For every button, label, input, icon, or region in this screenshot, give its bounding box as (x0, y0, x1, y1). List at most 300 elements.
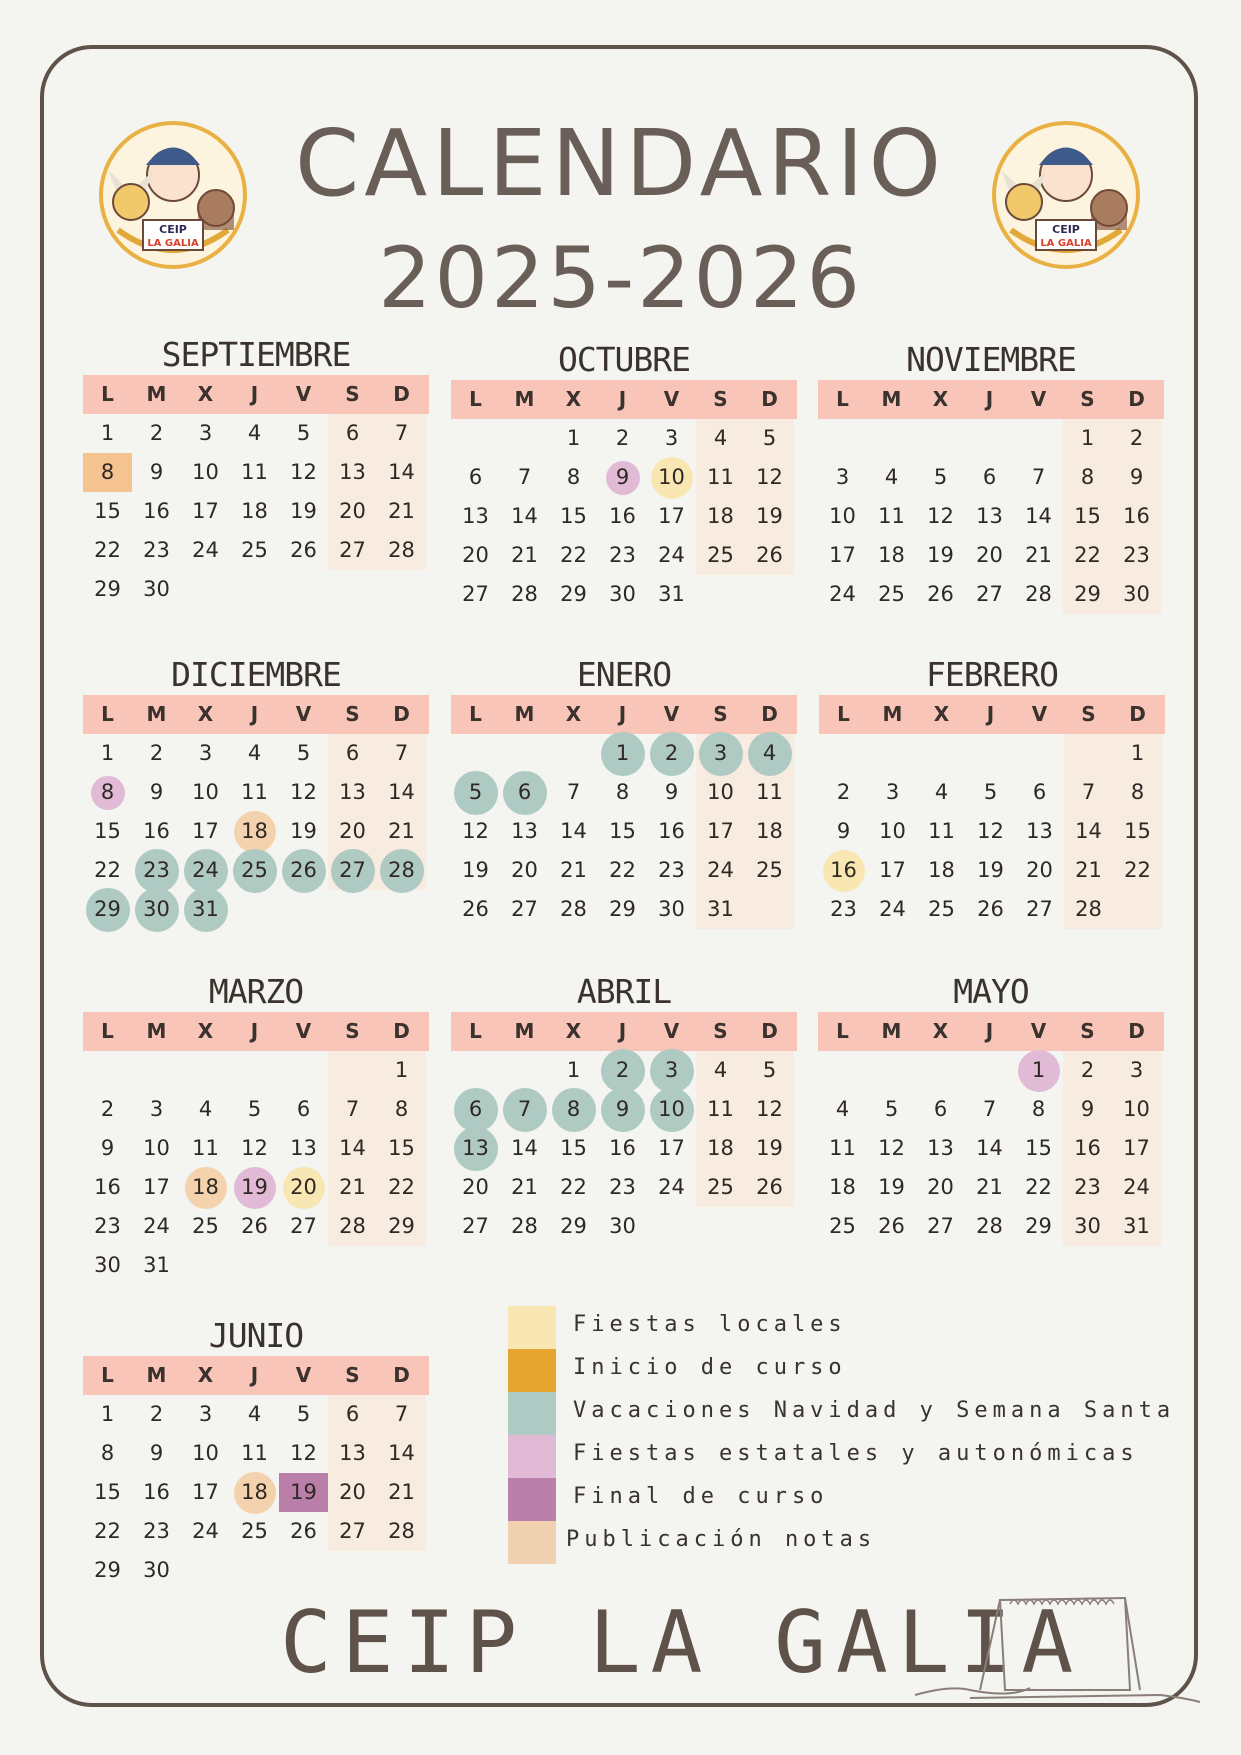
day-cell: 6 (345, 741, 360, 765)
weekday-label: V (663, 1019, 680, 1043)
day-cell: 14 (1025, 504, 1052, 528)
weekday-label: V (663, 702, 680, 726)
day-cell: 18 (192, 1175, 219, 1199)
day-cell: 21 (511, 1175, 538, 1199)
day-cell: 9 (100, 1136, 115, 1160)
day-cell: 25 (829, 1214, 856, 1238)
day-cell: 4 (884, 465, 899, 489)
day-cell: 18 (928, 858, 955, 882)
day-cell: 4 (247, 741, 262, 765)
weekday-label: D (393, 1019, 410, 1043)
day-cell: 14 (511, 1136, 538, 1160)
day-cell: 11 (928, 819, 955, 843)
weekday-label: M (882, 702, 903, 726)
day-cell: 18 (829, 1175, 856, 1199)
day-cell: 10 (192, 460, 219, 484)
weekday-label: J (250, 1019, 259, 1043)
day-cell: 1 (1031, 1058, 1046, 1082)
day-cell: 28 (511, 582, 538, 606)
day-cell: 28 (1025, 582, 1052, 606)
legend-swatch-publicacion-notas (508, 1521, 556, 1564)
legend-swatch-fiestas-estatales (508, 1435, 556, 1478)
day-cell: 8 (615, 780, 630, 804)
day-cell: 30 (143, 897, 170, 921)
day-cell: 3 (664, 426, 679, 450)
weekday-label: J (250, 1363, 259, 1387)
day-cell: 19 (756, 504, 783, 528)
month-name: JUNIO (208, 1316, 304, 1355)
day-cell: 12 (290, 460, 317, 484)
day-cell: 10 (192, 780, 219, 804)
day-cell: 10 (658, 465, 685, 489)
day-cell: 3 (198, 1402, 213, 1426)
day-cell: 8 (100, 1441, 115, 1465)
day-cell: 8 (100, 780, 115, 804)
day-cell: 6 (517, 780, 532, 804)
day-cell: 21 (560, 858, 587, 882)
day-cell: 8 (100, 460, 115, 484)
weekday-label: D (761, 387, 778, 411)
day-cell: 3 (835, 465, 850, 489)
day-cell: 3 (198, 741, 213, 765)
day-cell: 19 (290, 819, 317, 843)
day-cell: 23 (143, 858, 170, 882)
day-cell: 19 (290, 1480, 317, 1504)
day-cell: 27 (339, 1519, 366, 1543)
day-cell: 11 (756, 780, 783, 804)
weekday-label: M (146, 702, 167, 726)
day-cell: 28 (388, 538, 415, 562)
weekday-label: X (565, 387, 582, 411)
day-cell: 16 (143, 819, 170, 843)
day-cell: 14 (1075, 819, 1102, 843)
day-cell: 9 (149, 1441, 164, 1465)
weekday-label: M (146, 1019, 167, 1043)
day-cell: 8 (1080, 465, 1095, 489)
day-cell: 13 (1026, 819, 1053, 843)
day-cell: 1 (100, 741, 115, 765)
day-cell: 26 (756, 1175, 783, 1199)
day-cell: 20 (339, 819, 366, 843)
day-cell: 30 (609, 1214, 636, 1238)
day-cell: 13 (339, 1441, 366, 1465)
day-cell: 10 (829, 504, 856, 528)
day-cell: 4 (198, 1097, 213, 1121)
legend-label: Inicio de curso (573, 1355, 847, 1380)
day-cell: 25 (192, 1214, 219, 1238)
month-name: FEBRERO (925, 655, 1059, 694)
day-cell: 28 (339, 1214, 366, 1238)
weekday-label: X (932, 1019, 949, 1043)
day-cell: 7 (566, 780, 581, 804)
day-cell: 27 (462, 1214, 489, 1238)
day-cell: 12 (927, 504, 954, 528)
day-cell: 20 (462, 1175, 489, 1199)
weekday-label: V (295, 1363, 312, 1387)
day-cell: 10 (1123, 1097, 1150, 1121)
weekday-label: X (565, 702, 582, 726)
day-cell: 1 (100, 421, 115, 445)
weekday-label: L (101, 1019, 114, 1043)
day-cell: 29 (560, 1214, 587, 1238)
day-cell: 7 (394, 741, 409, 765)
day-cell: 15 (560, 1136, 587, 1160)
school-name-footer: CEIP LA GALIA (280, 1593, 1084, 1693)
weekday-label: V (1030, 1019, 1047, 1043)
day-cell: 1 (615, 741, 630, 765)
day-cell: 15 (1025, 1136, 1052, 1160)
day-cell: 1 (100, 1402, 115, 1426)
day-cell: 6 (1032, 780, 1047, 804)
day-cell: 30 (94, 1253, 121, 1277)
day-cell: 4 (247, 421, 262, 445)
day-cell: 31 (1123, 1214, 1150, 1238)
day-cell: 16 (94, 1175, 121, 1199)
weekday-label: X (197, 1019, 214, 1043)
day-cell: 26 (290, 1519, 317, 1543)
day-cell: 12 (977, 819, 1004, 843)
day-cell: 9 (615, 1097, 630, 1121)
day-cell: 5 (247, 1097, 262, 1121)
day-cell: 22 (560, 1175, 587, 1199)
day-cell: 6 (296, 1097, 311, 1121)
day-cell: 15 (560, 504, 587, 528)
school-year: 2025-2026 (378, 229, 863, 327)
day-cell: 28 (1075, 897, 1102, 921)
day-cell: 27 (1026, 897, 1053, 921)
day-cell: 27 (339, 858, 366, 882)
day-cell: 24 (707, 858, 734, 882)
legend-swatch-vacaciones (508, 1392, 556, 1435)
day-cell: 24 (658, 1175, 685, 1199)
day-cell: 26 (927, 582, 954, 606)
weekday-label: S (713, 702, 728, 726)
day-cell: 9 (1129, 465, 1144, 489)
weekday-label: L (837, 702, 850, 726)
day-cell: 2 (1129, 426, 1144, 450)
day-cell: 18 (878, 543, 905, 567)
day-cell: 31 (143, 1253, 170, 1277)
legend-swatch-inicio-curso (508, 1349, 556, 1392)
day-cell: 8 (566, 1097, 581, 1121)
day-cell: 20 (511, 858, 538, 882)
day-cell: 30 (143, 1558, 170, 1582)
day-cell: 24 (879, 897, 906, 921)
weekday-label: M (514, 702, 535, 726)
day-cell: 3 (713, 741, 728, 765)
weekday-label: V (663, 387, 680, 411)
legend-label: Publicación notas (566, 1527, 877, 1552)
day-cell: 6 (982, 465, 997, 489)
day-cell: 1 (1130, 741, 1145, 765)
day-cell: 29 (1074, 582, 1101, 606)
month-name: NOVIEMBRE (906, 340, 1076, 379)
weekday-label: J (986, 702, 995, 726)
day-cell: 8 (394, 1097, 409, 1121)
day-cell: 16 (830, 858, 857, 882)
weekday-label: D (1128, 1019, 1145, 1043)
day-cell: 26 (977, 897, 1004, 921)
day-cell: 6 (345, 1402, 360, 1426)
weekday-label: L (469, 1019, 482, 1043)
day-cell: 11 (241, 460, 268, 484)
day-cell: 5 (296, 1402, 311, 1426)
month-name: OCTUBRE (557, 340, 691, 379)
weekday-label: L (101, 702, 114, 726)
day-cell: 14 (388, 460, 415, 484)
day-cell: 5 (296, 741, 311, 765)
day-cell: 12 (241, 1136, 268, 1160)
day-cell: 9 (149, 780, 164, 804)
weekday-label: D (1129, 702, 1146, 726)
day-cell: 21 (1025, 543, 1052, 567)
legend-swatch-final-curso (508, 1478, 556, 1521)
day-cell: 22 (388, 1175, 415, 1199)
day-cell: 24 (1123, 1175, 1150, 1199)
day-cell: 29 (1025, 1214, 1052, 1238)
day-cell: 11 (192, 1136, 219, 1160)
day-cell: 25 (241, 858, 268, 882)
weekday-label: M (881, 1019, 902, 1043)
day-cell: 1 (566, 1058, 581, 1082)
day-cell: 11 (707, 465, 734, 489)
day-cell: 13 (511, 819, 538, 843)
day-cell: 22 (609, 858, 636, 882)
day-cell: 13 (462, 1136, 489, 1160)
day-cell: 3 (1129, 1058, 1144, 1082)
day-cell: 1 (1080, 426, 1095, 450)
day-cell: 19 (241, 1175, 268, 1199)
day-cell: 2 (149, 1402, 164, 1426)
day-cell: 2 (149, 741, 164, 765)
day-cell: 21 (1075, 858, 1102, 882)
day-cell: 14 (511, 504, 538, 528)
day-cell: 29 (609, 897, 636, 921)
day-cell: 4 (247, 1402, 262, 1426)
day-cell: 29 (560, 582, 587, 606)
weekday-label: M (881, 387, 902, 411)
day-cell: 26 (756, 543, 783, 567)
weekday-label: J (618, 387, 627, 411)
weekday-label: S (345, 1363, 360, 1387)
weekday-label: S (1080, 1019, 1095, 1043)
day-cell: 1 (394, 1058, 409, 1082)
day-cell: 12 (462, 819, 489, 843)
day-cell: 5 (468, 780, 483, 804)
day-cell: 4 (713, 426, 728, 450)
day-cell: 11 (241, 780, 268, 804)
day-cell: 10 (707, 780, 734, 804)
day-cell: 24 (143, 1214, 170, 1238)
day-cell: 21 (388, 819, 415, 843)
day-cell: 9 (615, 465, 630, 489)
day-cell: 3 (149, 1097, 164, 1121)
weekday-label: D (393, 1363, 410, 1387)
day-cell: 11 (707, 1097, 734, 1121)
day-cell: 8 (566, 465, 581, 489)
day-cell: 6 (933, 1097, 948, 1121)
day-cell: 6 (468, 1097, 483, 1121)
day-cell: 25 (707, 543, 734, 567)
legend-label: Fiestas estatales y autonómicas (573, 1441, 1139, 1466)
weekday-label: S (345, 702, 360, 726)
day-cell: 23 (143, 538, 170, 562)
day-cell: 25 (241, 1519, 268, 1543)
day-cell: 21 (976, 1175, 1003, 1199)
day-cell: 16 (143, 499, 170, 523)
day-cell: 26 (878, 1214, 905, 1238)
day-cell: 21 (388, 499, 415, 523)
day-cell: 8 (1130, 780, 1145, 804)
day-cell: 17 (192, 1480, 219, 1504)
weekday-label: V (295, 382, 312, 406)
day-cell: 20 (339, 499, 366, 523)
month-name: ENERO (576, 655, 672, 694)
day-cell: 14 (339, 1136, 366, 1160)
day-cell: 17 (192, 499, 219, 523)
day-cell: 5 (296, 421, 311, 445)
day-cell: 26 (241, 1214, 268, 1238)
day-cell: 4 (713, 1058, 728, 1082)
day-cell: 18 (756, 819, 783, 843)
day-cell: 24 (192, 858, 219, 882)
day-cell: 20 (462, 543, 489, 567)
day-cell: 15 (94, 499, 121, 523)
day-cell: 24 (658, 543, 685, 567)
weekday-label: X (933, 702, 950, 726)
day-cell: 20 (1026, 858, 1053, 882)
weekday-label: X (565, 1019, 582, 1043)
weekday-label: L (101, 1363, 114, 1387)
weekday-label: J (250, 702, 259, 726)
weekday-label: V (1030, 387, 1047, 411)
weekday-label: V (1031, 702, 1048, 726)
day-cell: 2 (836, 780, 851, 804)
day-cell: 14 (560, 819, 587, 843)
day-cell: 4 (835, 1097, 850, 1121)
day-cell: 18 (241, 819, 268, 843)
day-cell: 28 (976, 1214, 1003, 1238)
weekday-label: V (295, 702, 312, 726)
day-cell: 23 (830, 897, 857, 921)
day-cell: 3 (885, 780, 900, 804)
day-cell: 20 (976, 543, 1003, 567)
day-cell: 2 (615, 426, 630, 450)
weekday-label: M (514, 1019, 535, 1043)
weekday-label: D (1128, 387, 1145, 411)
day-cell: 27 (511, 897, 538, 921)
day-cell: 17 (658, 504, 685, 528)
month-name: DICIEMBRE (171, 655, 341, 694)
legend-label: Vacaciones Navidad y Semana Santa (573, 1398, 1176, 1423)
day-cell: 22 (94, 1519, 121, 1543)
day-cell: 28 (560, 897, 587, 921)
day-cell: 9 (664, 780, 679, 804)
day-cell: 25 (756, 858, 783, 882)
day-cell: 5 (762, 1058, 777, 1082)
day-cell: 22 (1025, 1175, 1052, 1199)
weekday-label: J (985, 1019, 994, 1043)
day-cell: 21 (388, 1480, 415, 1504)
day-cell: 9 (1080, 1097, 1095, 1121)
day-cell: 6 (345, 421, 360, 445)
day-cell: 2 (664, 741, 679, 765)
day-cell: 25 (707, 1175, 734, 1199)
day-cell: 30 (609, 582, 636, 606)
day-cell: 13 (462, 504, 489, 528)
day-cell: 19 (977, 858, 1004, 882)
weekday-label: X (197, 382, 214, 406)
day-cell: 17 (658, 1136, 685, 1160)
desk-calendar-icon (910, 1590, 1210, 1710)
day-cell: 7 (394, 1402, 409, 1426)
weekday-label: J (618, 702, 627, 726)
legend-label: Final de curso (573, 1484, 829, 1509)
day-cell: 17 (829, 543, 856, 567)
calendar-title: CALENDARIO (294, 110, 946, 217)
day-cell: 13 (290, 1136, 317, 1160)
day-cell: 27 (927, 1214, 954, 1238)
day-cell: 16 (609, 1136, 636, 1160)
weekday-label: J (618, 1019, 627, 1043)
day-cell: 16 (658, 819, 685, 843)
day-cell: 29 (388, 1214, 415, 1238)
day-cell: 6 (468, 465, 483, 489)
day-cell: 20 (927, 1175, 954, 1199)
day-cell: 7 (517, 1097, 532, 1121)
day-cell: 26 (462, 897, 489, 921)
weekday-label: J (250, 382, 259, 406)
day-cell: 25 (928, 897, 955, 921)
day-cell: 17 (707, 819, 734, 843)
day-cell: 23 (94, 1214, 121, 1238)
weekday-label: D (761, 1019, 778, 1043)
weekday-label: X (197, 702, 214, 726)
day-cell: 22 (1074, 543, 1101, 567)
day-cell: 18 (241, 499, 268, 523)
day-cell: 28 (388, 1519, 415, 1543)
day-cell: 10 (879, 819, 906, 843)
day-cell: 7 (394, 421, 409, 445)
day-cell: 23 (1074, 1175, 1101, 1199)
day-cell: 18 (241, 1480, 268, 1504)
weekday-label: L (469, 387, 482, 411)
day-cell: 14 (388, 780, 415, 804)
day-cell: 15 (94, 819, 121, 843)
weekday-label: V (295, 1019, 312, 1043)
day-cell: 23 (609, 1175, 636, 1199)
day-cell: 7 (517, 465, 532, 489)
day-cell: 29 (94, 577, 121, 601)
day-cell: 24 (192, 1519, 219, 1543)
month-name: MAYO (953, 972, 1029, 1011)
day-cell: 5 (933, 465, 948, 489)
day-cell: 23 (1123, 543, 1150, 567)
day-cell: 19 (927, 543, 954, 567)
day-cell: 24 (829, 582, 856, 606)
weekday-label: S (713, 387, 728, 411)
weekday-label: S (345, 382, 360, 406)
day-cell: 11 (241, 1441, 268, 1465)
day-cell: 15 (609, 819, 636, 843)
day-cell: 15 (1124, 819, 1151, 843)
day-cell: 16 (143, 1480, 170, 1504)
logo-label-galia: LA GALIA (147, 238, 199, 249)
weekday-label: D (393, 702, 410, 726)
day-cell: 5 (884, 1097, 899, 1121)
day-cell: 29 (94, 1558, 121, 1582)
logo-label-galia: LA GALIA (1040, 238, 1092, 249)
